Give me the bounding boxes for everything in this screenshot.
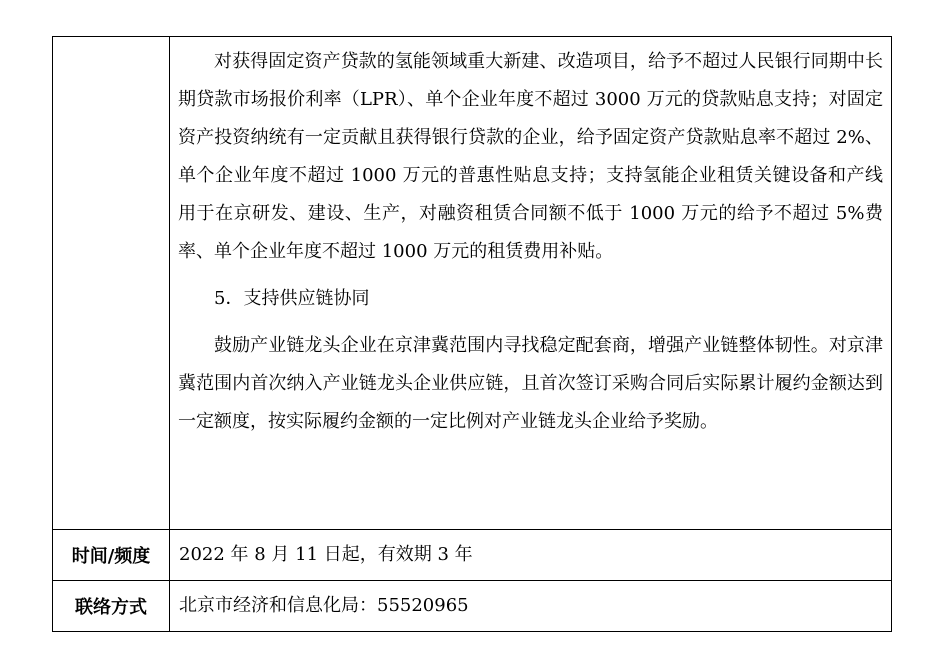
loan-interest-subsidy-paragraph: 对获得固定资产贷款的氢能领域重大新建、改造项目，给予不超过人民银行同期中长期贷款市场报价利率（LPR）、单个企业年度不超过 3000 万元的贷款贴息支持；对固定资产投资纳统有一定贡献且获得银行贷款的企业，给予固定资产贷款贴息率不超过 2%、单个企业年度不超过 1000 万元的普惠性贴息支持；支持氢能企业租赁关键设备和产线用于在京研发、建设、生产，对融资租赁合同额不低于 1000 万元的给予不超过 5%费率、单个企业年度不超过 1000 万元的租赁费用补贴。 xyxy=(178,51,883,262)
policy-content-label xyxy=(53,37,170,530)
supply-chain-heading: 5．支持供应链协同 xyxy=(214,288,370,309)
contact-label: 联络方式 xyxy=(53,581,170,632)
policy-table xyxy=(52,36,892,632)
policy-content-cell xyxy=(170,37,892,530)
time-frequency-value: 2022 年 8 月 11 日起，有效期 3 年 xyxy=(170,530,892,581)
time-frequency-label: 时间/频度 xyxy=(53,530,170,581)
policy-content-row xyxy=(53,37,892,530)
supply-chain-paragraph: 鼓励产业链龙头企业在京津冀范围内寻找稳定配套商，增强产业链整体韧性。对京津冀范围内首次纳入产业链龙头企业供应链，且首次签订采购合同后实际累计履约金额达到一定额度，按实际履约金额的一定比例对产业链龙头企业给予奖励。 xyxy=(178,335,883,432)
contact-row xyxy=(53,581,892,632)
contact-value: 北京市经济和信息化局：55520965 xyxy=(170,581,892,632)
time-frequency-row xyxy=(53,530,892,581)
